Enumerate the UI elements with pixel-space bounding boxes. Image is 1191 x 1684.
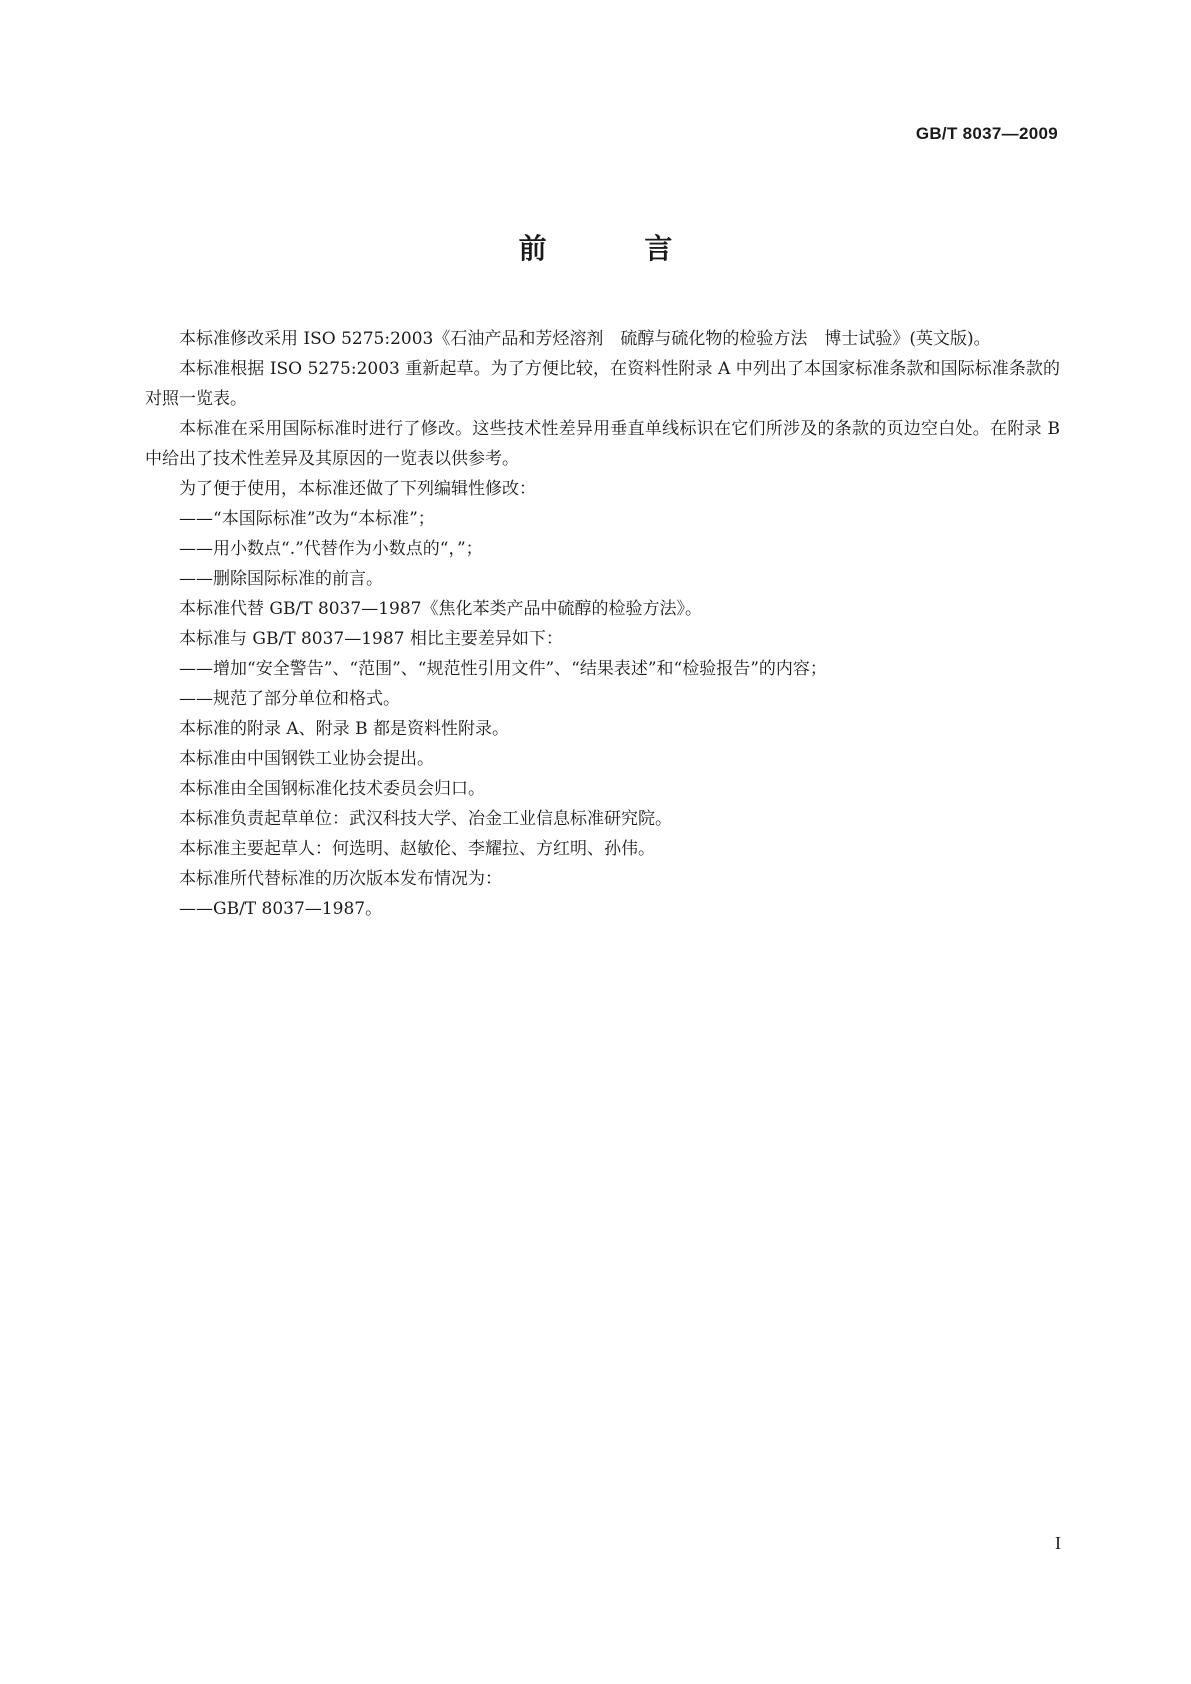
page-number: I: [1055, 1533, 1061, 1553]
paragraph: 为了便于使用，本标准还做了下列编辑性修改：: [179, 479, 536, 499]
paragraph: 本标准主要起草人：何选明、赵敏伦、李耀拉、方红明、孙伟。: [179, 839, 655, 859]
page-title: 前 言: [518, 232, 717, 265]
list-item: ——用小数点“.”代替作为小数点的“，”；: [179, 539, 483, 559]
list-item: ——“本国际标准”改为“本标准”；: [179, 509, 435, 529]
preface-body: [145, 324, 1060, 924]
paragraph: 本标准修改采用 ISO 5275:2003《石油产品和芳烃溶剂 硫醇与硫化物的检验方法 博士试验》(英文版)。: [179, 329, 991, 349]
paragraph: 本标准代替 GB/T 8037—1987《焦化苯类产品中硫醇的检验方法》。: [179, 599, 702, 619]
paragraph: 本标准负责起草单位：武汉科技大学、冶金工业信息标准研究院。: [179, 809, 672, 829]
paragraph: 本标准所代替标准的历次版本发布情况为：: [179, 869, 502, 889]
paragraph: 本标准由全国钢标准化技术委员会归口。: [179, 779, 485, 799]
paragraph: 本标准的附录 A、附录 B 都是资料性附录。: [179, 719, 509, 739]
paragraph: 本标准与 GB/T 8037—1987 相比主要差异如下：: [179, 629, 563, 649]
paragraph: 本标准根据 ISO 5275:2003 重新起草。为了方便比较，在资料性附录 A 中列出了本国家标准条款和国际标准条款的对照一览表。: [145, 359, 1060, 409]
paragraph: 本标准由中国钢铁工业协会提出。: [179, 749, 434, 769]
list-item: ——规范了部分单位和格式。: [179, 689, 400, 709]
paragraph: 本标准在采用国际标准时进行了修改。这些技术性差异用垂直单线标识在它们所涉及的条款的页边空白处。在附录 B 中给出了技术性差异及其原因的一览表以供参考。: [145, 419, 1060, 469]
standard-number: GB/T 8037—2009: [915, 124, 1058, 143]
list-item: ——GB/T 8037—1987。: [179, 899, 383, 919]
list-item: ——增加“安全警告”、“范围”、“规范性引用文件”、“结果表述”和“检验报告”的内容；: [179, 659, 827, 679]
list-item: ——删除国际标准的前言。: [179, 569, 383, 589]
